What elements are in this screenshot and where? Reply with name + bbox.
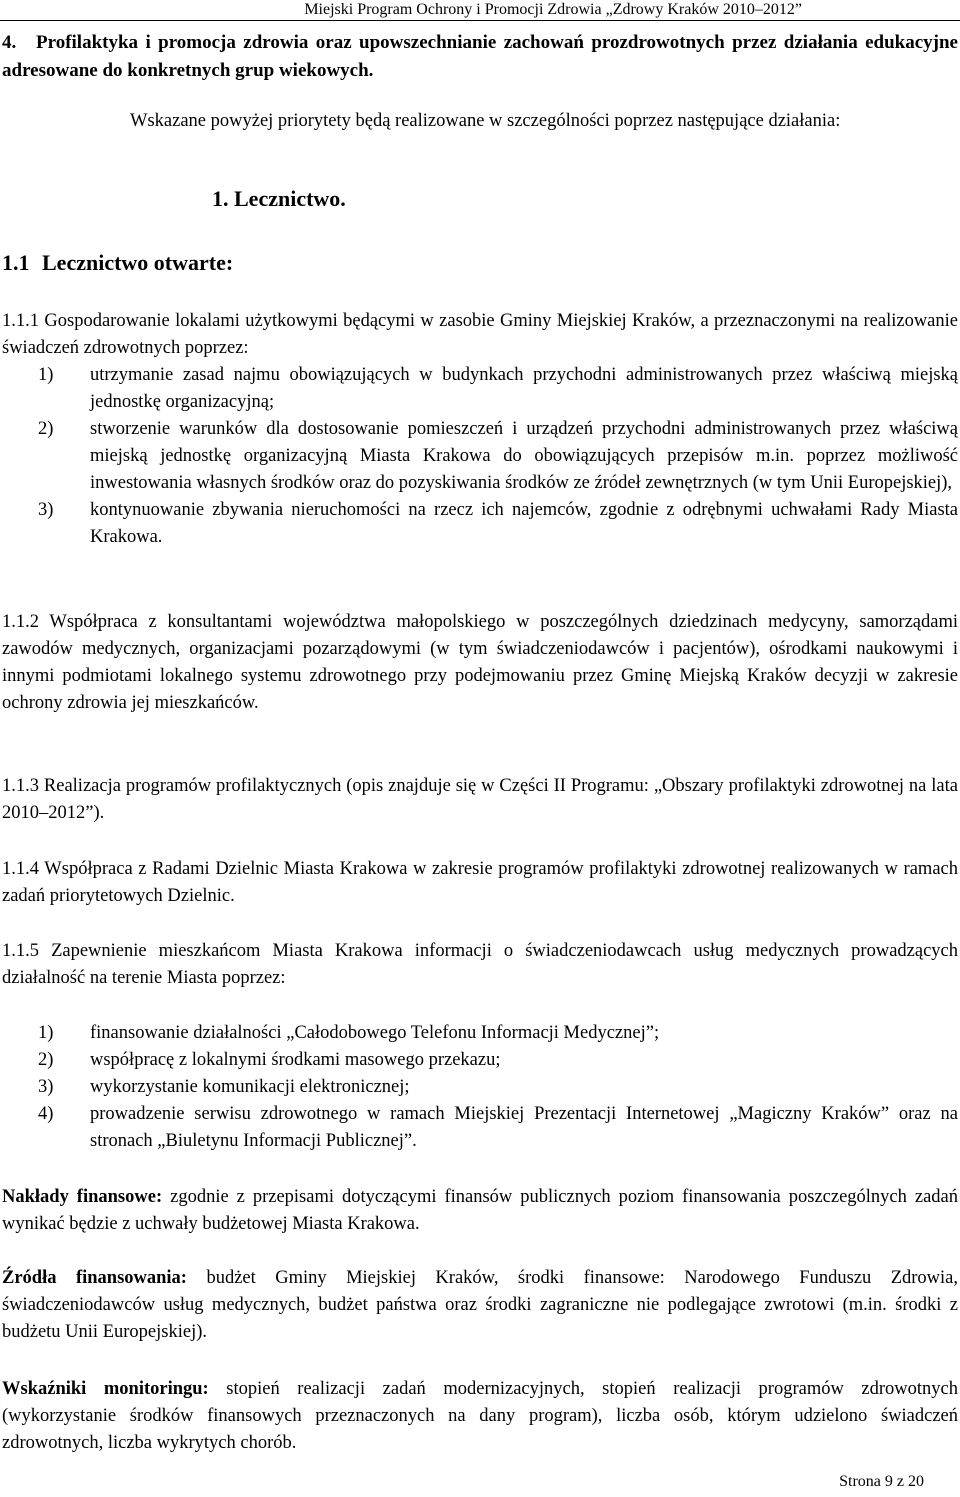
list-item bbox=[2, 1074, 958, 1101]
paragraph-naklady bbox=[2, 1184, 958, 1238]
list-item-text: kontynuowanie zbywania nieruchomości na rzecz ich najemców, zgodnie z odrębnymi uchwałami Rady Miasta Krakowa. bbox=[90, 500, 958, 547]
list-item bbox=[2, 1020, 958, 1047]
paragraph-1-1-5 bbox=[2, 938, 958, 1155]
paragraph-1-1-1 bbox=[2, 308, 958, 551]
list-item bbox=[2, 1101, 958, 1155]
list-item bbox=[2, 362, 958, 416]
paragraph-wskazniki bbox=[2, 1376, 958, 1457]
list-marker: 1) bbox=[38, 365, 54, 385]
naklady-label: Nakłady finansowe: bbox=[2, 1187, 163, 1207]
list-1-1-1 bbox=[2, 362, 958, 551]
list-item bbox=[2, 416, 958, 497]
list-marker: 1) bbox=[38, 1023, 54, 1043]
page-number: Strona 9 z 20 bbox=[839, 1473, 924, 1490]
intro-paragraph: Wskazane powyżej priorytety będą realizowane w szczególności poprzez następujące działania: bbox=[130, 111, 841, 131]
heading-otwarte-number: 1.1 bbox=[2, 250, 30, 275]
list-marker: 3) bbox=[38, 1077, 54, 1097]
wskazniki-text: stopień realizacji zadań modernizacyjnych, stopień realizacji programów zdrowotnych (wykorzystanie środków finansowych przeznaczonych na dany program), liczba osób, którym udzielono świadczeń zdrowotnych, liczba wykrytych chorób. bbox=[2, 1379, 958, 1453]
zrodla-text: budżet Gminy Miejskiej Kraków, środki finansowe: Narodowego Funduszu Zdrowia, świadczeniodawców usług medycznych, budżet państwa oraz środki zagraniczne nie podlegające zwrotowi (m.in. środki z budżetu Unii Europejskiej). bbox=[2, 1268, 958, 1342]
list-1-1-5 bbox=[2, 1020, 958, 1155]
paragraph-1-1-5-text: 1.1.5 Zapewnienie mieszkańcom Miasta Krakowa informacji o świadczeniodawcach usług medycznych prowadzących działalność na terenie Miasta poprzez: bbox=[2, 941, 958, 988]
list-item-text: finansowanie działalności „Całodobowego Telefonu Informacji Medycznej”; bbox=[90, 1023, 660, 1043]
wskazniki-label: Wskaźniki monitoringu: bbox=[2, 1379, 209, 1399]
zrodla-label: Źródła finansowania: bbox=[2, 1268, 187, 1288]
heading-lecznictwo-otwarte bbox=[2, 250, 233, 276]
heading-otwarte-label: Lecznictwo otwarte: bbox=[42, 250, 234, 275]
section-title-text: Profilaktyka i promocja zdrowia oraz upowszechnianie zachowań prozdrowotnych przez działania edukacyjne adresowane do konkretnych grup wiekowych. bbox=[2, 32, 958, 81]
naklady-text: zgodnie z przepisami dotyczącymi finansów publicznych poziom finansowania poszczególnych zadań wynikać będzie z uchwały budżetowej Miasta Krakowa. bbox=[2, 1187, 959, 1234]
paragraph-1-1-1-text: 1.1.1 Gospodarowanie lokalami użytkowymi będącymi w zasobie Gminy Miejskiej Kraków, a przeznaczonymi na realizowanie świadczeń zdrowotnych poprzez: bbox=[2, 311, 958, 358]
list-marker: 2) bbox=[38, 1050, 54, 1070]
section-title bbox=[2, 29, 958, 85]
list-item-text: utrzymanie zasad najmu obowiązujących w budynkach przychodni administrowanych przez właściwą miejską jednostkę organizacyjną; bbox=[90, 365, 958, 412]
list-item-text: wykorzystanie komunikacji elektronicznej; bbox=[90, 1077, 410, 1097]
running-header: Miejski Program Ochrony i Promocji Zdrowia „Zdrowy Kraków 2010–2012” bbox=[304, 1, 802, 18]
list-item-text: prowadzenie serwisu zdrowotnego w ramach Miejskiej Prezentacji Internetowej „Magiczny Kraków” oraz na stronach „Biuletynu Informacji Publicznej”. bbox=[90, 1104, 958, 1151]
list-item-text: stworzenie warunków dla dostosowanie pomieszczeń i urządzeń przychodni administrowanych przez właściwą miejską jednostkę organizacyjną Miasta Krakowa do obowiązujących przepisów m.in. poprzez możliwość inwestowania własnych środków oraz do pozyskiwania środków ze źródeł zewnętrznych (w tym Unii Europejskiej), bbox=[90, 419, 958, 493]
header-rule bbox=[0, 20, 960, 21]
paragraph-zrodla bbox=[2, 1265, 958, 1346]
list-marker: 4) bbox=[38, 1104, 54, 1124]
list-item-text: współpracę z lokalnymi środkami masowego przekazu; bbox=[90, 1050, 501, 1070]
paragraph-1-1-3: 1.1.3 Realizacja programów profilaktycznych (opis znajduje się w Części II Programu: „Obszary profilaktyki zdrowotnej na lata 2010–2012”). bbox=[2, 776, 958, 823]
section-number: 4. bbox=[2, 32, 17, 53]
paragraph-1-1-4: 1.1.4 Współpraca z Radami Dzielnic Miasta Krakowa w zakresie programów profilaktyki zdrowotnej realizowanych w ramach zadań priorytetowych Dzielnic. bbox=[2, 859, 958, 906]
list-item bbox=[2, 1047, 958, 1074]
list-marker: 3) bbox=[38, 500, 54, 520]
paragraph-1-1-2: 1.1.2 Współpraca z konsultantami województwa małopolskiego w poszczególnych dziedzinach medycyny, samorządami zawodów medycznych, organizacjami pozarządowymi (w tym świadczeniodawców i pacjentów), ośrodkami naukowymi i innymi podmiotami lokalnego systemu zdrowotnego przy podejmowaniu przez Gminę Miejską Kraków decyzji w zakresie ochrony zdrowia jej mieszkańców. bbox=[2, 612, 958, 713]
list-item bbox=[2, 497, 958, 551]
list-marker: 2) bbox=[38, 419, 54, 439]
heading-lecznictwo: 1. Lecznictwo. bbox=[212, 186, 346, 211]
